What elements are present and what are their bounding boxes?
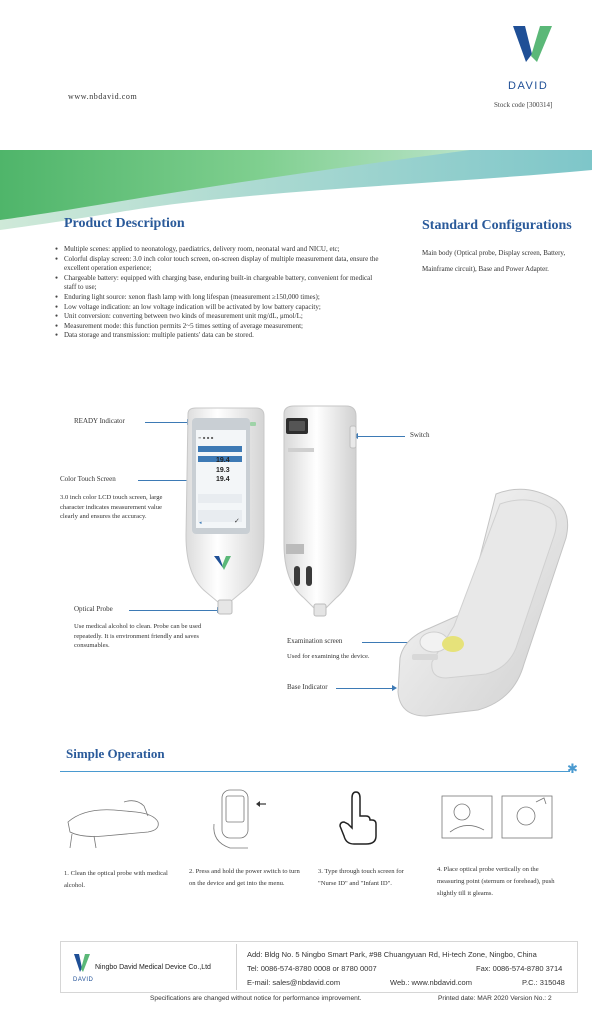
- list-item: ● Unit conversion: converting between two kinds of measurement unit mg/dL, μmol/L;: [55, 312, 380, 322]
- footer-tel: Tel: 0086-574-8780 0008 or 8780 0007: [247, 964, 377, 973]
- product-description-title: Product Description: [64, 216, 185, 231]
- optical-probe-label: Optical Probe: [74, 605, 113, 613]
- svg-text:◂: ◂: [199, 520, 202, 526]
- device-back-image: [280, 404, 360, 618]
- footer-fax: Fax: 0086-574-8780 3714: [476, 964, 563, 973]
- simple-operation-title: Simple Operation: [66, 746, 165, 761]
- section-divider: [60, 771, 570, 772]
- footer-postcode: P.C.: 315048: [522, 978, 565, 987]
- touch-hand-icon: [334, 790, 384, 846]
- footer-web: Web.: www.nbdavid.com: [390, 978, 472, 987]
- step-4-text: 4. Place optical probe vertically on the measuring point (sternum or forehead), push slightly till it gleams.: [437, 866, 555, 897]
- examination-screen-label: Examination screen: [287, 637, 343, 645]
- color-touch-screen-label: Color Touch Screen: [60, 475, 116, 483]
- base-indicator-label: Base Indicator: [287, 683, 328, 691]
- charging-base-image: [396, 478, 572, 718]
- examination-screen-desc: Used for examining the device.: [287, 653, 370, 660]
- svg-text:✓: ✓: [234, 517, 240, 525]
- list-item: ● Enduring light source: xenon flash lamp with long lifespan (measurement ≥150,000 times);: [55, 293, 380, 303]
- footer-logo-icon: [73, 953, 91, 973]
- asterisk-icon: ✱: [567, 762, 578, 777]
- clean-probe-illustration-icon: [64, 796, 164, 852]
- header-brand: DAVID: [508, 80, 549, 92]
- switch-label: Switch: [410, 431, 430, 439]
- step-2-text: 2. Press and hold the power switch to turn on the device and get into the menu.: [189, 868, 300, 887]
- device-front-image: [182, 406, 266, 616]
- footer-company: Ningbo David Medical Device Co.,Ltd: [95, 964, 211, 971]
- list-item: ● Colorful display screen: 3.0 inch color touch screen, on-screen display of multiple measurement data, ensure the excellent operation experience;: [55, 255, 380, 274]
- step-1-text: 1. Clean the optical probe with medical alcohol.: [64, 870, 168, 889]
- svg-text:≡ ▪ ▪ ▪: ≡ ▪ ▪ ▪: [198, 435, 214, 440]
- header-url: www.nbdavid.com: [68, 92, 138, 101]
- bilirubin-meter-back-icon: [280, 404, 360, 618]
- screen-readings: [216, 456, 238, 485]
- footer-divider: [236, 944, 237, 990]
- charging-base-icon: [396, 478, 572, 718]
- footer-address: Add: Bldg No. 5 Ningbo Smart Park, #98 Chuangyuan Rd, Hi-tech Zone, Ningbo, China: [247, 950, 537, 959]
- standard-configurations-title: Standard Configurations: [422, 218, 572, 233]
- list-item: ● Data storage and transmission: multiple patients' data can be stored.: [55, 331, 380, 341]
- standard-configurations-text: Main body (Optical probe, Display screen, Battery, Mainframe circuit), Base and Power Adapter.: [422, 249, 566, 273]
- stock-code: Stock code [300314]: [494, 101, 553, 109]
- footer-email: E-mail: sales@nbdavid.com: [247, 978, 341, 987]
- ready-indicator-label: READY Indicator: [74, 417, 125, 425]
- switch-line: [357, 436, 405, 437]
- footer-printed: Printed date: MAR 2020 Version No.: 2: [438, 995, 552, 1002]
- list-item: ● Multiple scenes: applied to neonatology, paediatrics, delivery room, neonatal ward and NICU, etc;: [55, 245, 380, 255]
- bilirubin-meter-front-icon: [182, 406, 266, 616]
- list-item: ● Measurement mode: this function permits 2~5 times setting of average measurement;: [55, 322, 380, 332]
- list-item: ● Chargeable battery: equipped with charging base, enduring built-in chargeable battery, convenient for medical staff to use;: [55, 274, 380, 293]
- optical-probe-desc: Use medical alcohol to clean. Probe can be used repeatedly. It is environment friendly and saves consumables.: [74, 623, 202, 649]
- reading-value: 19.3: [216, 466, 230, 474]
- color-touch-screen-desc: 3.0 inch color LCD touch screen, large character indicates measurement value clearly and ensures the accuracy.: [60, 494, 163, 520]
- reading-value: 19.4: [216, 476, 230, 483]
- hold-power-illustration-icon: [204, 784, 274, 854]
- footer-note: Specifications are changed without notice for performance improvement.: [150, 995, 362, 1002]
- reading-value: 19.4: [216, 457, 230, 464]
- david-logo-icon: [507, 24, 557, 64]
- infant-measurement-illustration-icon: [440, 794, 556, 844]
- footer-brand: DAVID: [73, 977, 94, 983]
- step-3-text: 3. Type through touch screen for "Nurse ID" and "Infant ID".: [318, 868, 404, 887]
- product-description-list: [55, 245, 380, 341]
- list-item: ● Low voltage indication: an low voltage indication will be activated by low battery capacity;: [55, 303, 380, 313]
- base-indicator-line: [336, 688, 394, 689]
